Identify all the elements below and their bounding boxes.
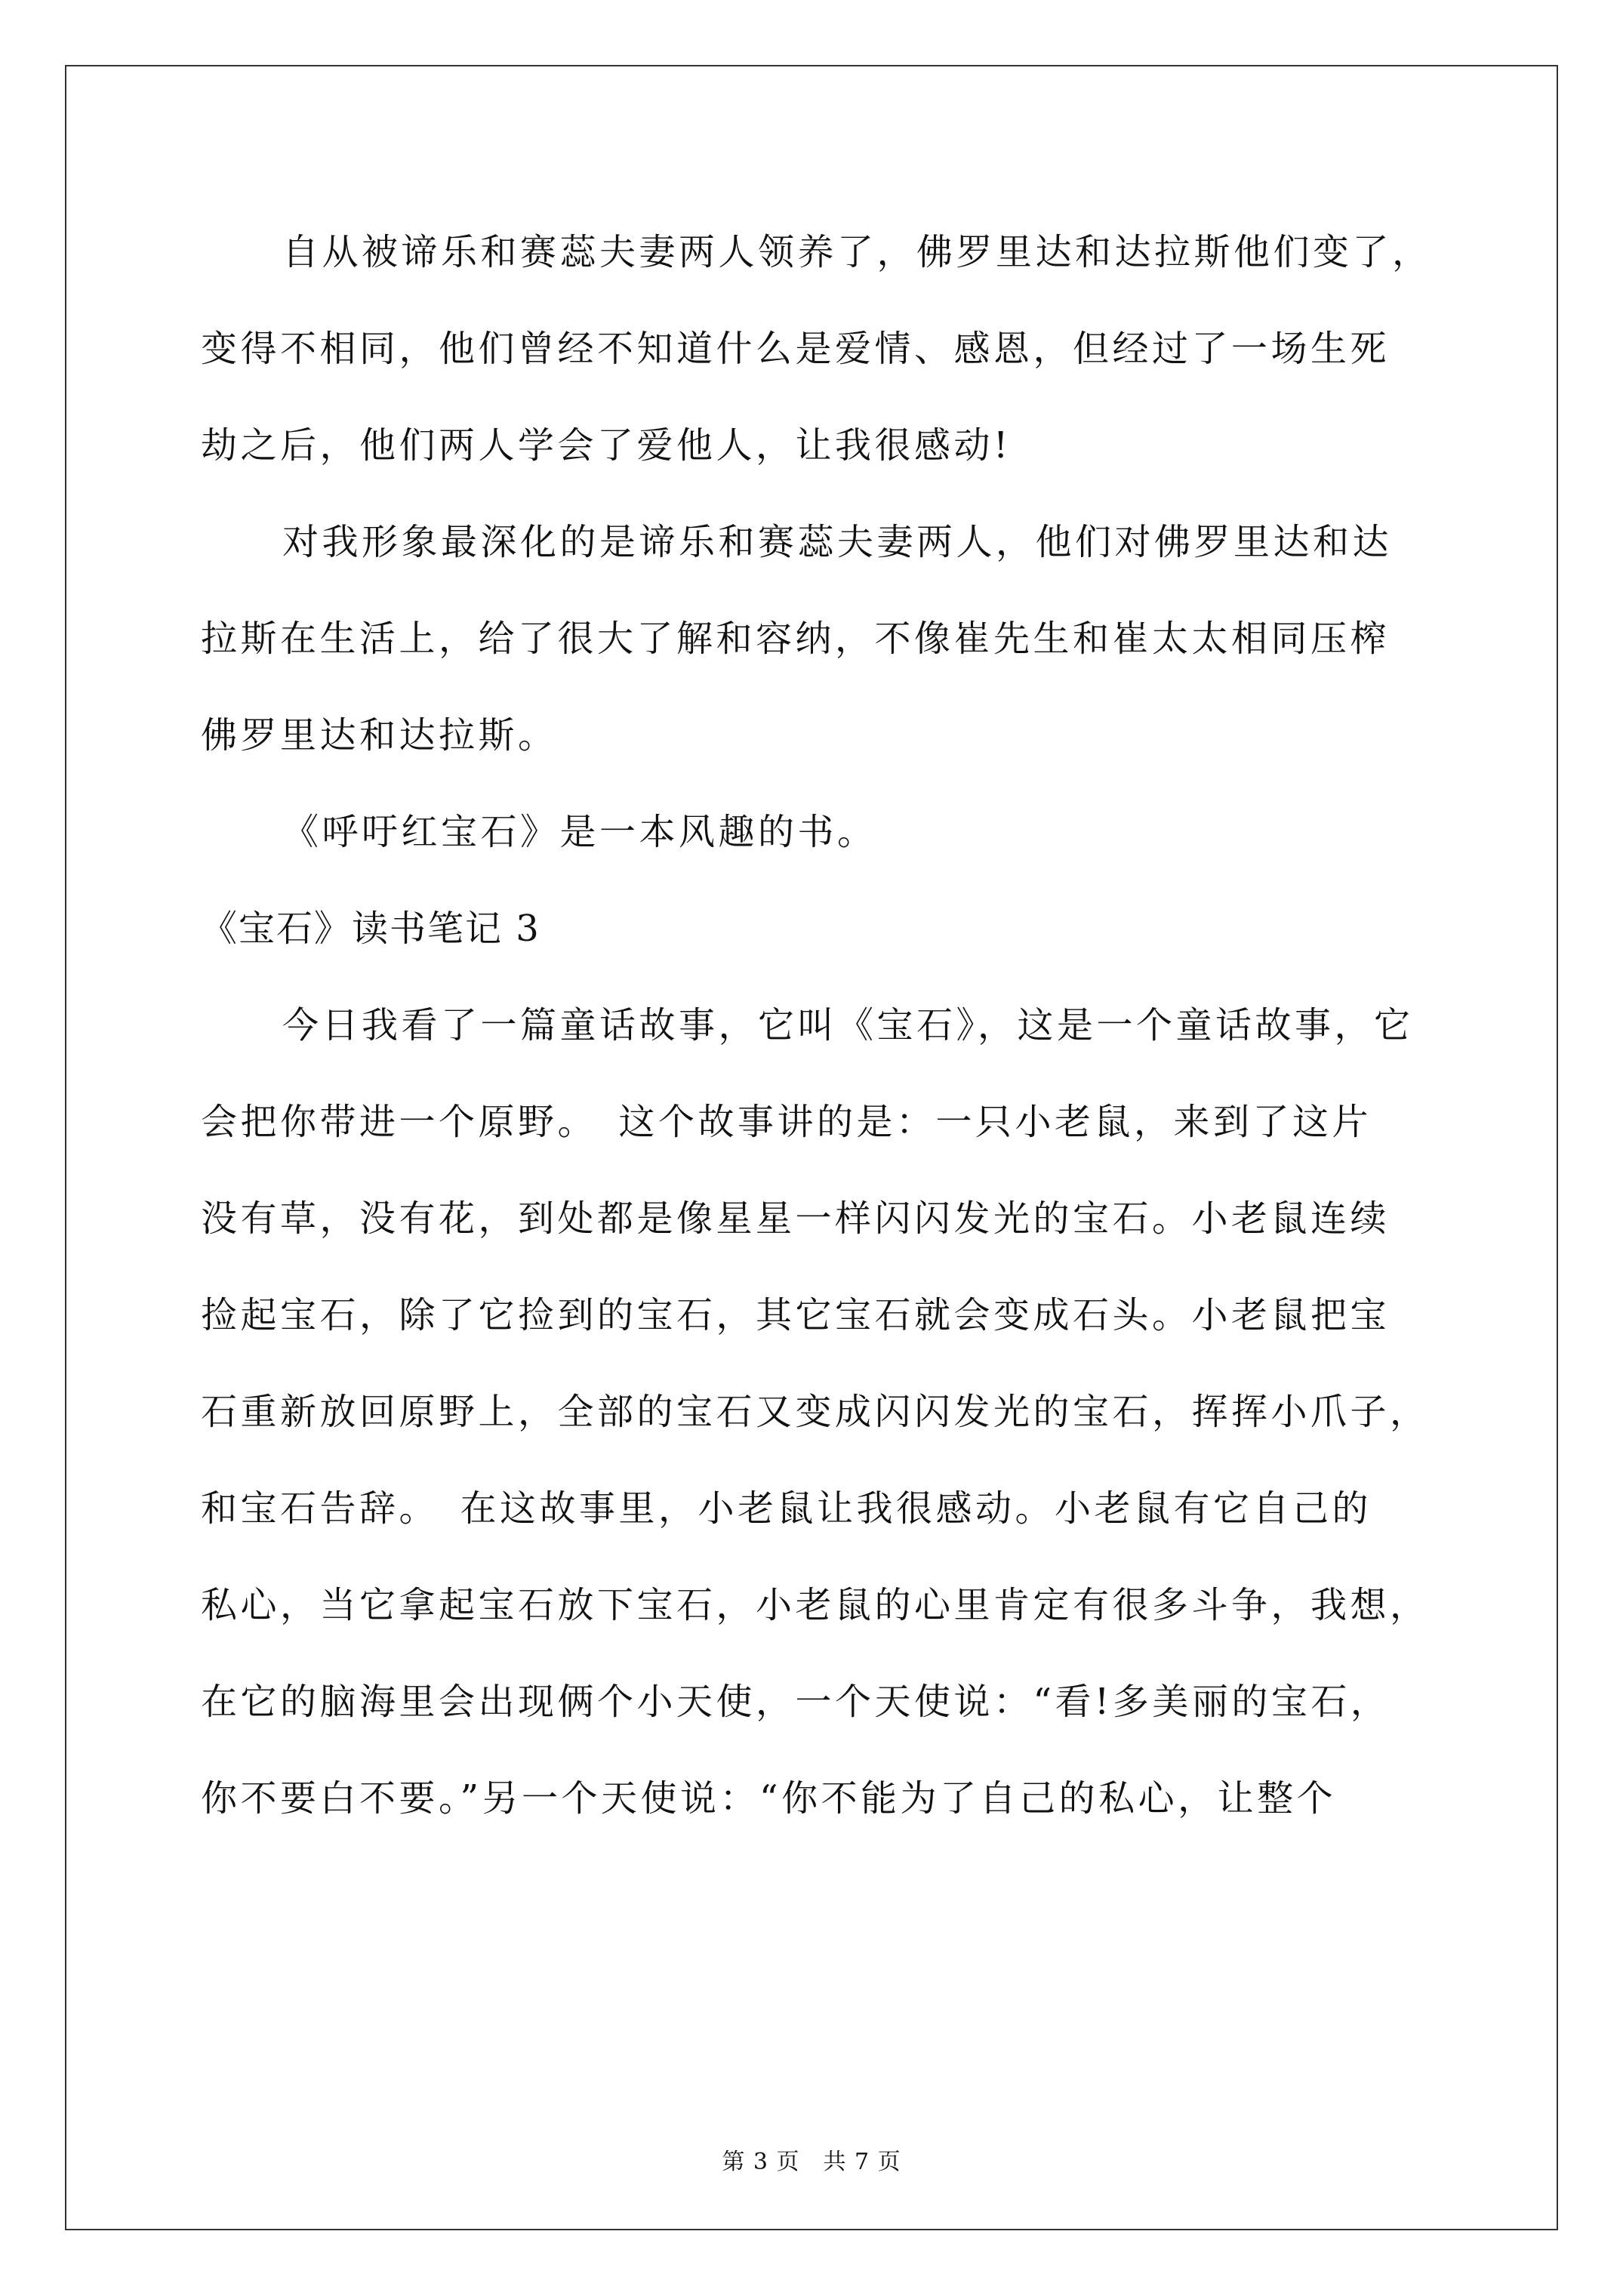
- paragraph-line: 劫之后，他们两人学会了爱他人，让我很感动!: [201, 424, 1012, 467]
- paragraph-line: 《呼吁红宝石》是一本风趣的书。: [282, 811, 877, 853]
- paragraph-line: 自从被谛乐和赛蕊夫妻两人领养了，佛罗里达和达拉斯他们变了，: [282, 231, 1432, 273]
- paragraph-line: 捡起宝石，除了它捡到的宝石，其它宝石就会变成石头。小老鼠把宝: [201, 1294, 1390, 1336]
- paragraph-line: 对我形象最深化的是谛乐和赛蕊夫妻两人，他们对佛罗里达和达: [282, 521, 1393, 563]
- paragraph-line: 私心，当它拿起宝石放下宝石，小老鼠的心里肯定有很多斗争，我想，: [201, 1584, 1430, 1626]
- paragraph-line: 石重新放回原野上，全部的宝石又变成闪闪发光的宝石，挥挥小爪子，: [201, 1391, 1430, 1433]
- section-heading: 《宝石》读书笔记 3: [201, 908, 540, 950]
- paragraph-line: 你不要白不要。”另一个天使说：“你不能为了自己的私心，让整个: [201, 1777, 1337, 1820]
- paragraph-line: 拉斯在生活上，给了很大了解和容纳，不像崔先生和崔太太相同压榨: [201, 618, 1390, 660]
- paragraph-line: 今日我看了一篇童话故事，它叫《宝石》，这是一个童话故事，它: [282, 1004, 1414, 1046]
- paragraph-line: 佛罗里达和达拉斯。: [201, 714, 558, 757]
- paragraph-line: 和宝石告辞。 在这故事里，小老鼠让我很感动。小老鼠有它自己的: [201, 1487, 1372, 1530]
- paragraph-line: 没有草，没有花，到处都是像星星一样闪闪发光的宝石。小老鼠连续: [201, 1197, 1390, 1240]
- page-number-footer: 第 3 页 共 7 页: [722, 2149, 901, 2175]
- paragraph-line: 变得不相同，他们曾经不知道什么是爱情、感恩，但经过了一场生死: [201, 328, 1390, 370]
- paragraph-line: 在它的脑海里会出现俩个小天使，一个天使说：“看!多美丽的宝石，: [201, 1681, 1390, 1723]
- document-body: [201, 204, 1432, 1847]
- paragraph-line: 会把你带进一个原野。 这个故事讲的是：一只小老鼠，来到了这片: [201, 1101, 1372, 1143]
